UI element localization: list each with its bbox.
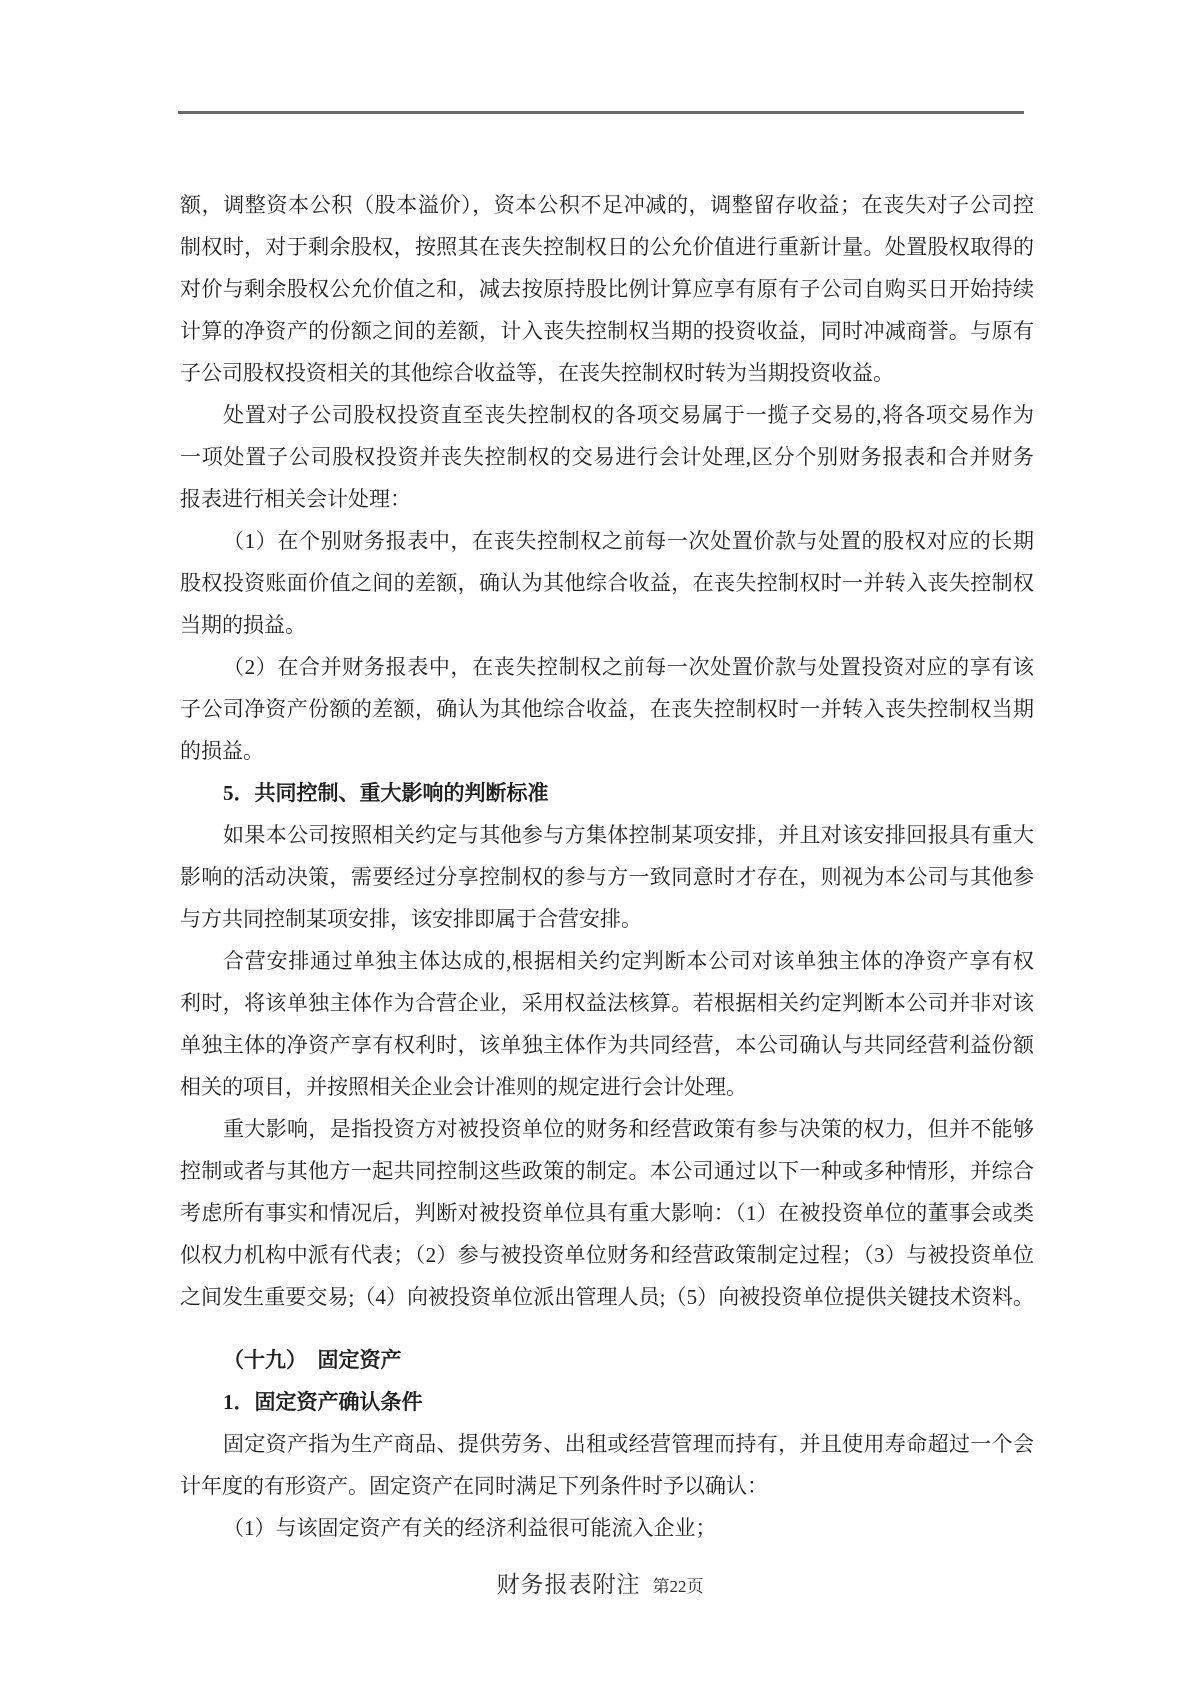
section-heading <box>180 772 1034 814</box>
text-line: 当期的损益。 <box>180 613 306 637</box>
text-line: 一项处置子公司股权投资并丧失控制权的交易进行会计处理,区分个别财务报表和合并财务 <box>180 445 1034 469</box>
paragraph <box>180 646 1034 772</box>
paragraph <box>180 520 1034 646</box>
text-line: 子公司股权投资相关的其他综合收益等，在丧失控制权时转为当期投资收益。 <box>180 361 894 385</box>
text-line: 之间发生重要交易;（4）向被投资单位派出管理人员;（5）向被投资单位提供关键技术资料。 <box>180 1285 1034 1309</box>
text-line: （十九） 固定资产 <box>223 1348 402 1372</box>
text-line: 1．固定资产确认条件 <box>223 1390 423 1414</box>
text-line: 额，调整资本公积（股本溢价），资本公积不足冲减的，调整留存收益；在丧失对子公司控 <box>180 193 1034 217</box>
text-line: 单独主体的净资产享有权利时，该单独主体作为共同经营，本公司确认与共同经营利益份额 <box>180 1033 1034 1057</box>
header-rule <box>178 111 1024 114</box>
text-line: 与方共同控制某项安排，该安排即属于合营安排。 <box>180 907 642 931</box>
paragraph <box>180 184 1034 394</box>
text-line: 影响的活动决策，需要经过分享控制权的参与方一致同意时才存在，则视为本公司与其他参 <box>180 865 1034 889</box>
text-line: （2）在合并财务报表中，在丧失控制权之前每一次处置价款与处置投资对应的享有该 <box>223 655 1034 679</box>
text-line: 对价与剩余股权公允价值之和，减去按原持股比例计算应享有原有子公司自购买日开始持续 <box>180 277 1034 301</box>
paragraph <box>180 1507 1034 1549</box>
text-line: 的损益。 <box>180 739 264 763</box>
text-line: 重大影响，是指投资方对被投资单位的财务和经营政策有参与决策的权力，但并不能够 <box>223 1117 1034 1141</box>
text-line: 合营安排通过单独主体达成的,根据相关约定判断本公司对该单独主体的净资产享有权 <box>223 949 1034 973</box>
paragraph <box>180 940 1034 1108</box>
footer-title: 财务报表附注 <box>496 1572 641 1597</box>
text-line: 控制或者与其他方一起共同控制这些政策的制定。本公司通过以下一种或多种情形，并综合 <box>180 1159 1034 1183</box>
paragraph <box>180 394 1034 520</box>
paragraph <box>180 1108 1034 1318</box>
section-heading <box>180 1381 1034 1423</box>
section-heading <box>180 1339 1034 1381</box>
text-line: 利时，将该单独主体作为合营企业，采用权益法核算。若根据相关约定判断本公司并非对该 <box>180 991 1034 1015</box>
text-line: 股权投资账面价值之间的差额，确认为其他综合收益，在丧失控制权时一并转入丧失控制权 <box>180 571 1034 595</box>
footer-page-number: 第22页 <box>652 1577 704 1596</box>
text-line: 计年度的有形资产。固定资产在同时满足下列条件时予以确认： <box>180 1474 768 1498</box>
text-line: 计算的净资产的份额之间的差额，计入丧失控制权当期的投资收益，同时冲减商誉。与原有 <box>180 319 1034 343</box>
text-line: 制权时，对于剩余股权，按照其在丧失控制权日的公允价值进行重新计量。处置股权取得的 <box>180 235 1034 259</box>
paragraph <box>180 814 1034 940</box>
text-line: 如果本公司按照相关约定与其他参与方集体控制某项安排，并且对该安排回报具有重大 <box>223 823 1034 847</box>
text-line: 似权力机构中派有代表；（2）参与被投资单位财务和经营政策制定过程；（3）与被投资单位 <box>180 1243 1034 1267</box>
page-footer <box>0 1566 1200 1599</box>
document-content <box>180 184 1034 1549</box>
text-line: 5．共同控制、重大影响的判断标准 <box>223 781 549 805</box>
text-line: （1）与该固定资产有关的经济利益很可能流入企业； <box>223 1516 717 1540</box>
text-line: 处置对子公司股权投资直至丧失控制权的各项交易属于一揽子交易的,将各项交易作为 <box>223 403 1034 427</box>
text-line: 报表进行相关会计处理： <box>180 487 411 511</box>
text-line: 子公司净资产份额的差额，确认为其他综合收益，在丧失控制权时一并转入丧失控制权当期 <box>180 697 1034 721</box>
text-line: 固定资产指为生产商品、提供劳务、出租或经营管理而持有，并且使用寿命超过一个会 <box>223 1432 1034 1456</box>
paragraph <box>180 1423 1034 1507</box>
text-line: 考虑所有事实和情况后，判断对被投资单位具有重大影响：（1）在被投资单位的董事会或类 <box>180 1201 1034 1225</box>
text-line: 相关的项目，并按照相关企业会计准则的规定进行会计处理。 <box>180 1075 747 1099</box>
text-line: （1）在个别财务报表中，在丧失控制权之前每一次处置价款与处置的股权对应的长期 <box>223 529 1034 553</box>
